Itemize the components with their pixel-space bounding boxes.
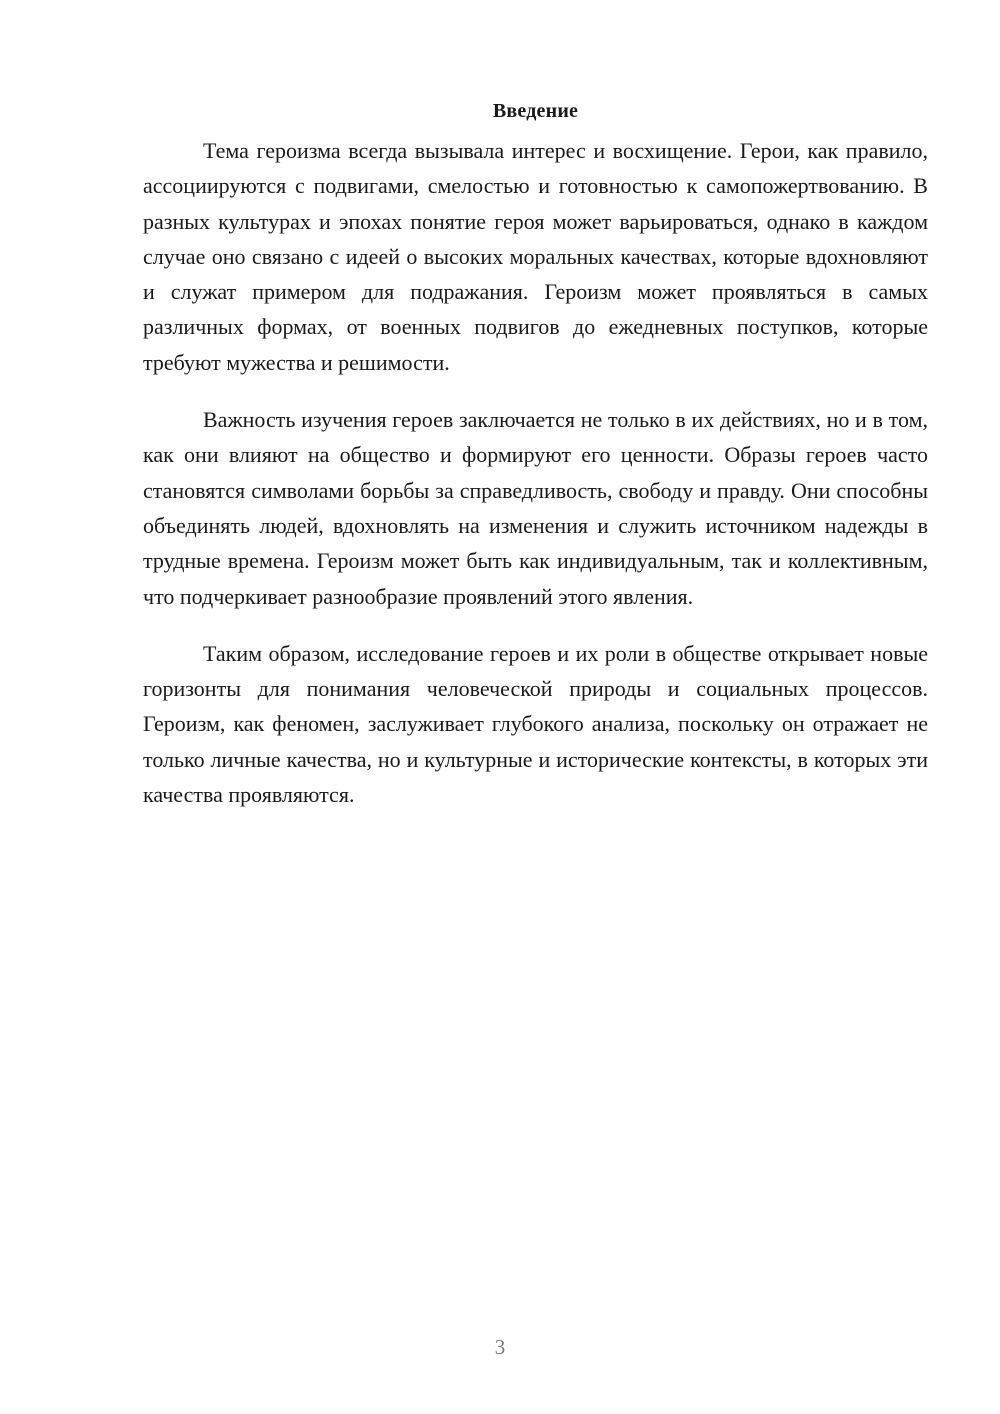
paragraph-2: Важность изучения героев заключается не только в их действиях, но и в том, как они влияют на общество и формируют его ценности. Образы героев часто становятся символами борьбы за справедливость, свободу и правду. Они способны объединять людей, вдохновлять на изменения и служить источником надежды в трудные времена. Героизм может быть как индивидуальным, так и коллективным, что подчеркивает разнообразие проявлений этого явления. (143, 407, 928, 609)
paragraph-3: Таким образом, исследование героев и их роли в обществе открывает новые горизонты для понимания человеческой природы и социальных процессов. Героизм, как феномен, заслуживает глубокого анализа, поскольку он отражает не только личные качества, но и культурные и исторические контексты, в которых эти качества проявляются. (143, 640, 928, 808)
page-content (143, 93, 928, 834)
paragraph-1: Тема героизма всегда вызывала интерес и восхищение. Герои, как правило, ассоциируются с подвигами, смелостью и готовностью к самопожертвованию. В разных культурах и эпохах понятие героя может варьироваться, однако в каждом случае оно связано с идеей о высоких моральных качествах, которые вдохновляют и служат примером для подражания. Героизм может проявляться в самых различных формах, от военных подвигов до ежедневных поступков, которые требуют мужества и решимости. (143, 138, 928, 375)
page-number: 3 (494, 1335, 506, 1359)
section-title: Введение (492, 100, 579, 122)
